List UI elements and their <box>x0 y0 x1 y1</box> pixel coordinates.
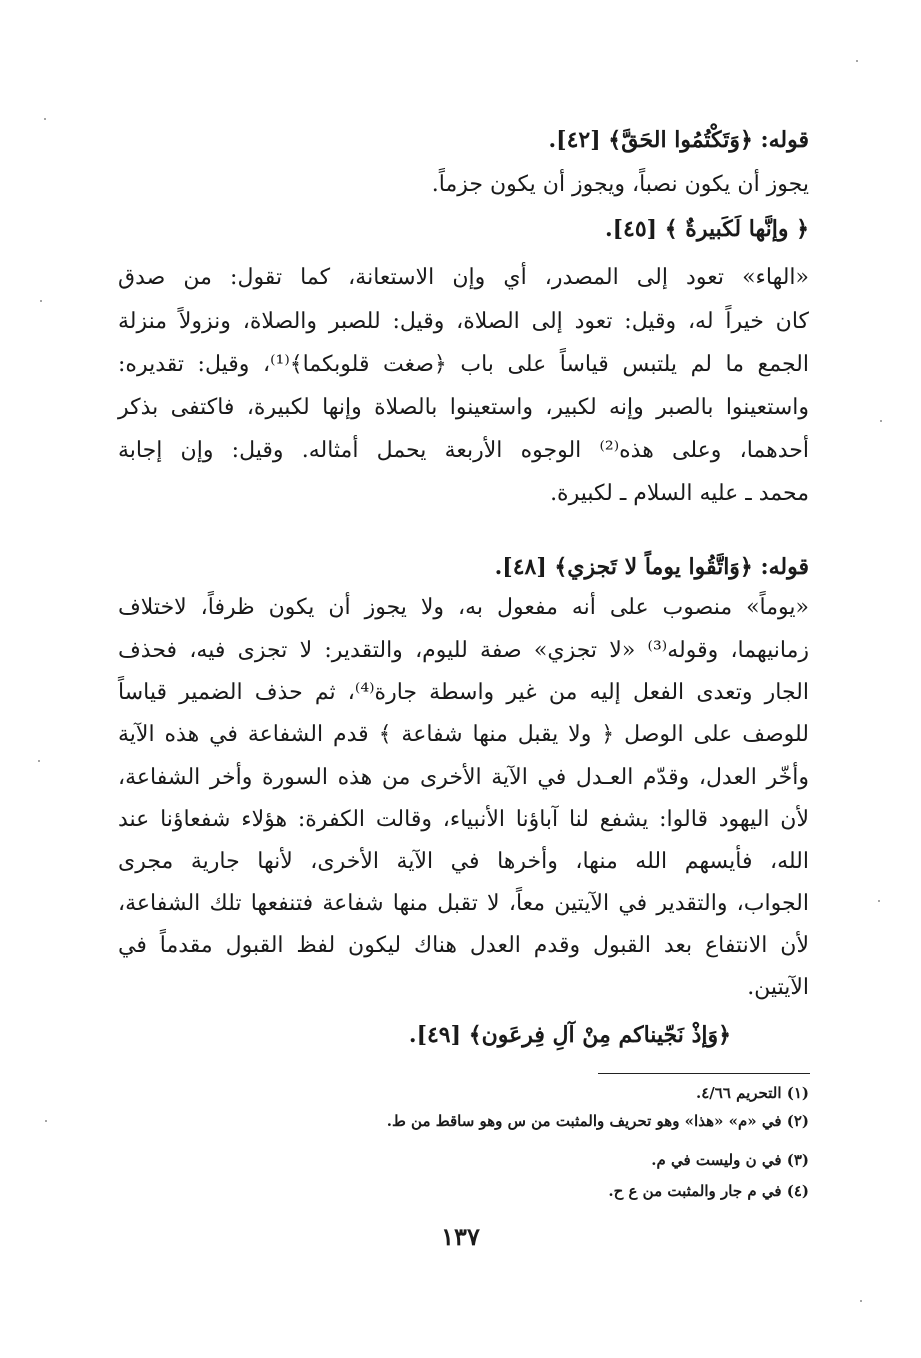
scan-speck <box>860 1300 862 1302</box>
paragraph-line: الجمع ما لم يلتبس قياساً على باب ﴿صغت قلوبكما﴾⁽¹⁾، وقيل: تقديره: <box>118 352 809 377</box>
paragraph-line: يجوز أن يكون نصباً، ويجوز أن يكون جزماً. <box>431 172 809 197</box>
scan-speck <box>878 900 880 902</box>
scan-speck <box>45 1120 47 1122</box>
scan-speck <box>856 60 858 62</box>
paragraph-line: «الهاء» تعود إلى المصدر، أي وإن الاستعانة، كما تقول: من صدق <box>118 265 809 290</box>
scan-speck <box>880 420 882 422</box>
paragraph-line: واستعينوا بالصبر وإنه لكبير، واستعينوا بالصلاة وإنها لكبيرة، فاكتفى بذكر <box>118 395 809 420</box>
paragraph-line: الجواب، والتقدير في الآيتين معاً، لا تقبل منها شفاعة فتنفعها تلك الشفاعة، <box>118 891 809 916</box>
paragraph-line: وأخّر العدل، وقدّم العـدل في الآية الأخرى من هذه السورة وأخر الشفاعة، <box>118 765 809 790</box>
verse-heading-48: قوله: ﴿وَاتَّقُوا يوماً لا تَجزي﴾ [٤٨]. <box>494 554 809 580</box>
scan-speck <box>44 118 46 120</box>
footnote-2: (٢) في «م» «هذا» وهو تحريف والمثبت من س وهو ساقط من ط. <box>386 1112 809 1130</box>
paragraph-line: كان خيراً له، وقيل: تعود إلى الصلاة، وقيل: للصبر والصلاة، ونزولاً منزلة <box>118 309 809 334</box>
paragraph-line: لأن الانتفاع بعد القبول وقدم العدل هناك ليكون لفظ القبول مقدماً في <box>118 933 809 958</box>
paragraph-line: أحدهما، وعلى هذه⁽²⁾ الوجوه الأربعة يحمل أمثاله. وقيل: وإن إجابة <box>118 438 809 463</box>
footnote-1: (١) التحريم ٤/٦٦. <box>696 1084 809 1102</box>
paragraph-line: الآيتين. <box>747 975 809 1000</box>
scan-speck <box>38 760 40 762</box>
page-number: ١٣٧ <box>441 1222 480 1251</box>
footnote-4: (٤) في م جار والمثبت من ع ح. <box>608 1182 809 1200</box>
paragraph-line: لأن اليهود قالوا: يشفع لنا آباؤنا الأنبياء، وقالت الكفرة: هؤلاء شفعاؤنا عند <box>118 807 809 832</box>
paragraph-line: للوصف على الوصل ﴿ ولا يقبل منها شفاعة ﴾ قدم الشفاعة في هذه الآية <box>118 722 809 747</box>
paragraph-line: الله، فأيسهم الله منها، وأخرها في الآية الأخرى، لأنها جارية مجرى <box>118 849 809 874</box>
scan-speck <box>40 300 42 302</box>
paragraph-line: زمانيهما، وقوله⁽³⁾ «لا تجزي» صفة لليوم، والتقدير: لا تجزى فيه، فحذف <box>118 638 809 663</box>
footnote-separator <box>598 1073 810 1074</box>
paragraph-line: «يوماً» منصوب على أنه مفعول به، ولا يجوز أن يكون ظرفاً، لاختلاف <box>118 595 809 620</box>
verse-heading-49: ﴿وَإذْ نَجّيناكم مِنْ آلِ فِرعَون﴾ [٤٩]. <box>408 1022 731 1048</box>
verse-heading-45: ﴿ وإنَّها لَكَبيرةٌ ﴾ [٤٥]. <box>604 216 809 242</box>
paragraph-line: الجار وتعدى الفعل إليه من غير واسطة جارة⁽⁴⁾، ثم حذف الضمير قياساً <box>118 680 809 705</box>
footnote-3: (٣) في ن وليست في م. <box>651 1151 809 1169</box>
paragraph-line: محمد ـ عليه السلام ـ لكبيرة. <box>550 481 809 506</box>
verse-heading-42: قوله: ﴿وَتَكْتُمُوا الحَقَّ﴾ [٤٢]. <box>548 127 809 153</box>
